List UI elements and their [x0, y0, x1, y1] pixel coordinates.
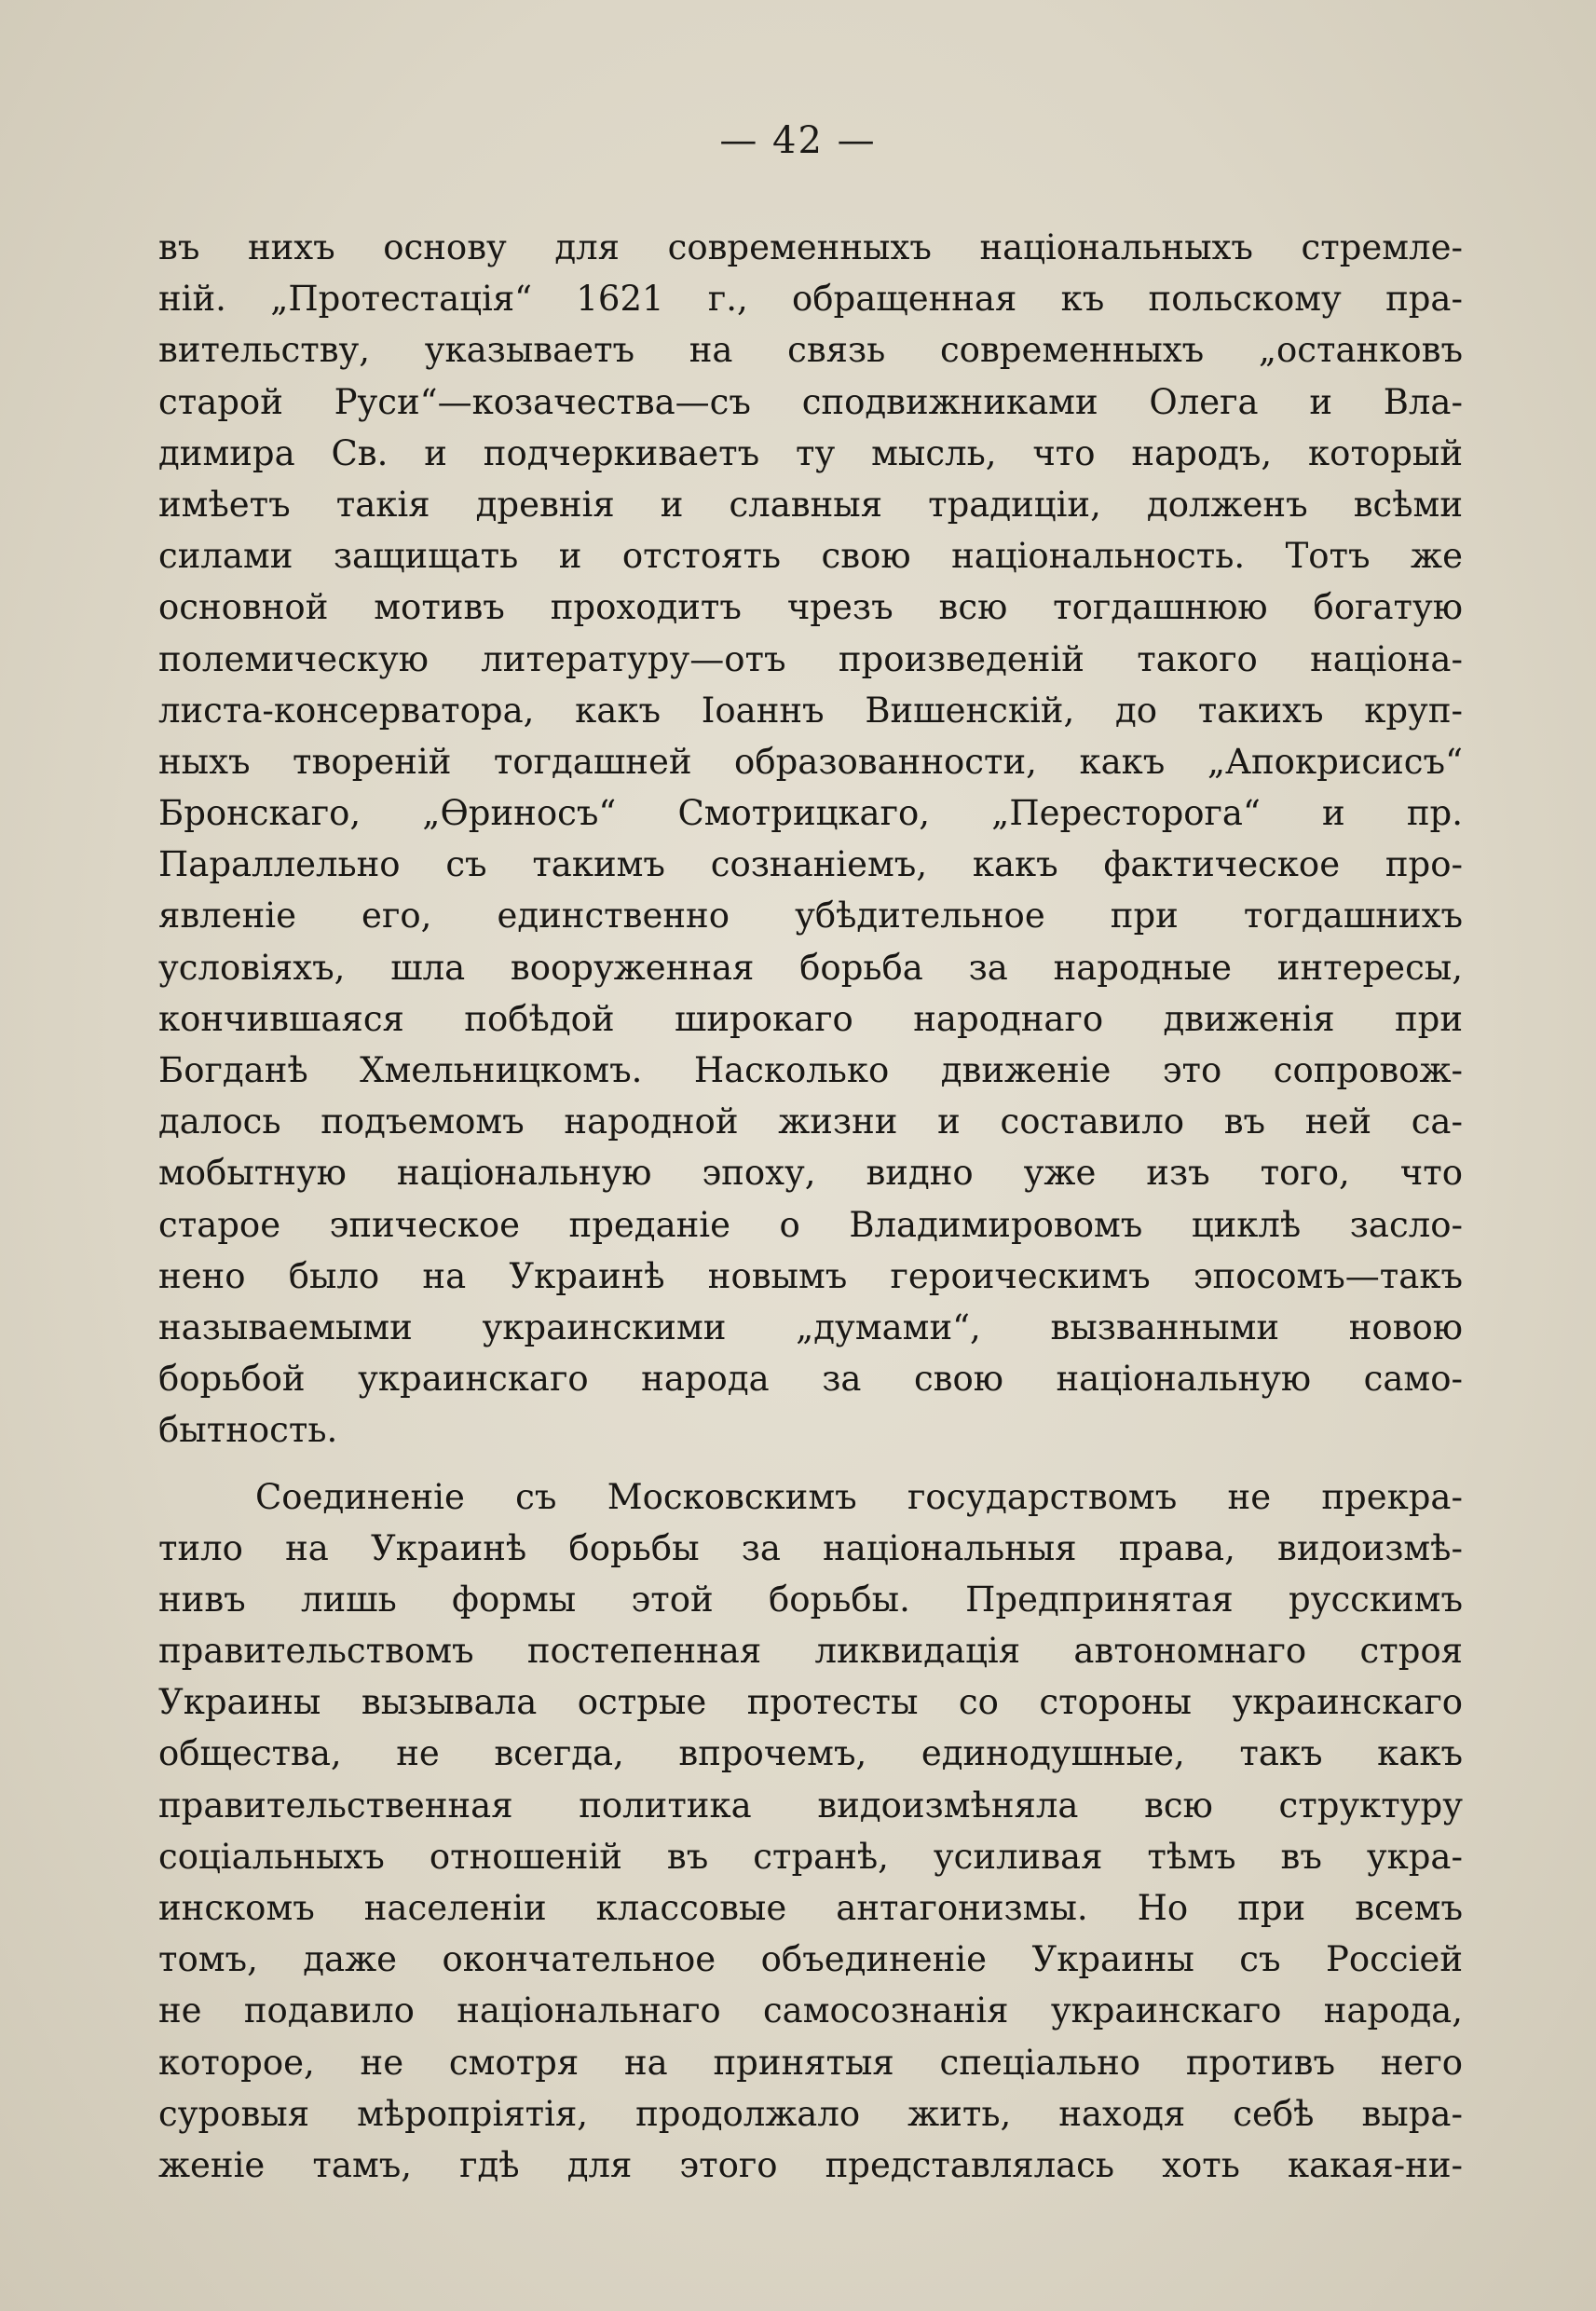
text-line: Богданѣ Хмельницкомъ. Насколько движеніе это сопровож- — [158, 1050, 1463, 1090]
text-line: не подавило національнаго самосознанія украинскаго народа, — [158, 1990, 1463, 2031]
text-line: полемическую литературу—отъ произведеній такого націона- — [158, 638, 1463, 679]
text-line: димира Св. и подчеркиваетъ ту мысль, что народъ, который — [158, 432, 1463, 473]
text-line: борьбой украинскаго народа за свою національную само- — [158, 1359, 1463, 1400]
text-line: правительственная политика видоизмѣняла всю структуру — [158, 1785, 1463, 1826]
text-line: Бронскаго, „Ѳриносъ“ Смотрицкаго, „Пересторога“ и пр. — [158, 793, 1463, 834]
text-line: ныхъ твореній тогдашней образованности, какъ „Апокрисисъ“ — [158, 741, 1463, 782]
paragraph-2 — [158, 1471, 1463, 2192]
text-line: суровыя мѣропріятія, продолжало жить, находя себѣ выра- — [158, 2093, 1463, 2134]
paragraph-1 — [158, 222, 1463, 1456]
text-line: бытность. — [158, 1410, 338, 1451]
text-line: нено было на Украинѣ новымъ героическимъ эпосомъ—такъ — [158, 1255, 1463, 1296]
text-line: основной мотивъ проходитъ чрезъ всю тогдашнюю богатую — [158, 587, 1463, 628]
text-line: которое, не смотря на принятыя спеціально противъ него — [158, 2042, 1463, 2083]
text-line: женіе тамъ, гдѣ для этого представлялась хоть какая-ни- — [158, 2144, 1463, 2185]
page-number: — 42 — — [719, 119, 877, 162]
text-line: общества, не всегда, впрочемъ, единодушные, такъ какъ — [158, 1733, 1463, 1774]
text-line: вительству, указываетъ на связь современныхъ „останковъ — [158, 330, 1463, 371]
text-line: Украины вызывала острые протесты со стороны украинскаго — [158, 1682, 1463, 1723]
text-line: явленіе его, единственно убѣдительное при тогдашнихъ — [158, 896, 1463, 937]
text-line: Параллельно съ такимъ сознаніемъ, какъ фактическое про- — [158, 844, 1463, 885]
text-line: далось подъемомъ народной жизни и составило въ ней са- — [158, 1101, 1463, 1142]
text-line: старой Руси“—козачества—съ сподвижниками Олега и Вла- — [158, 381, 1463, 422]
text-line: въ нихъ основу для современныхъ національныхъ стремле- — [158, 227, 1463, 267]
text-line: листа-консерватора, какъ Іоаннъ Вишенскій, до такихъ круп- — [158, 690, 1463, 731]
text-line: Соединеніе съ Московскимъ государствомъ не прекра- — [255, 1476, 1463, 1517]
text-line: старое эпическое преданіе о Владимировомъ циклѣ засло- — [158, 1204, 1463, 1245]
text-line: мобытную національную эпоху, видно уже изъ того, что — [158, 1153, 1463, 1194]
text-line: силами защищать и отстоять свою національность. Тотъ же — [158, 536, 1463, 577]
text-line: нивъ лишь формы этой борьбы. Предпринятая русскимъ — [158, 1579, 1463, 1620]
text-line: кончившаяся побѣдой широкаго народнаго движенія при — [158, 998, 1463, 1039]
text-line: тило на Украинѣ борьбы за національныя права, видоизмѣ- — [158, 1527, 1463, 1568]
paragraph-gap — [158, 1456, 1463, 1471]
text-line: соціальныхъ отношеній въ странѣ, усиливая тѣмъ въ укра- — [158, 1836, 1463, 1877]
text-line: правительствомъ постепенная ликвидація автономнаго строя — [158, 1631, 1463, 1672]
text-line: условіяхъ, шла вооруженная борьба за народные интересы, — [158, 947, 1463, 988]
text-line: инскомъ населеніи классовые антагонизмы. Но при всемъ — [158, 1888, 1463, 1928]
text-line: ній. „Протестація“ 1621 г., обращенная къ польскому пра- — [158, 279, 1463, 320]
text-line: имѣетъ такія древнія и славныя традиціи, долженъ всѣми — [158, 484, 1463, 525]
text-line: называемыми украинскими „думами“, вызванными новою — [158, 1306, 1463, 1347]
text-line: томъ, даже окончательное объединеніе Украины съ Россіей — [158, 1939, 1463, 1980]
body-text — [158, 222, 1463, 2191]
